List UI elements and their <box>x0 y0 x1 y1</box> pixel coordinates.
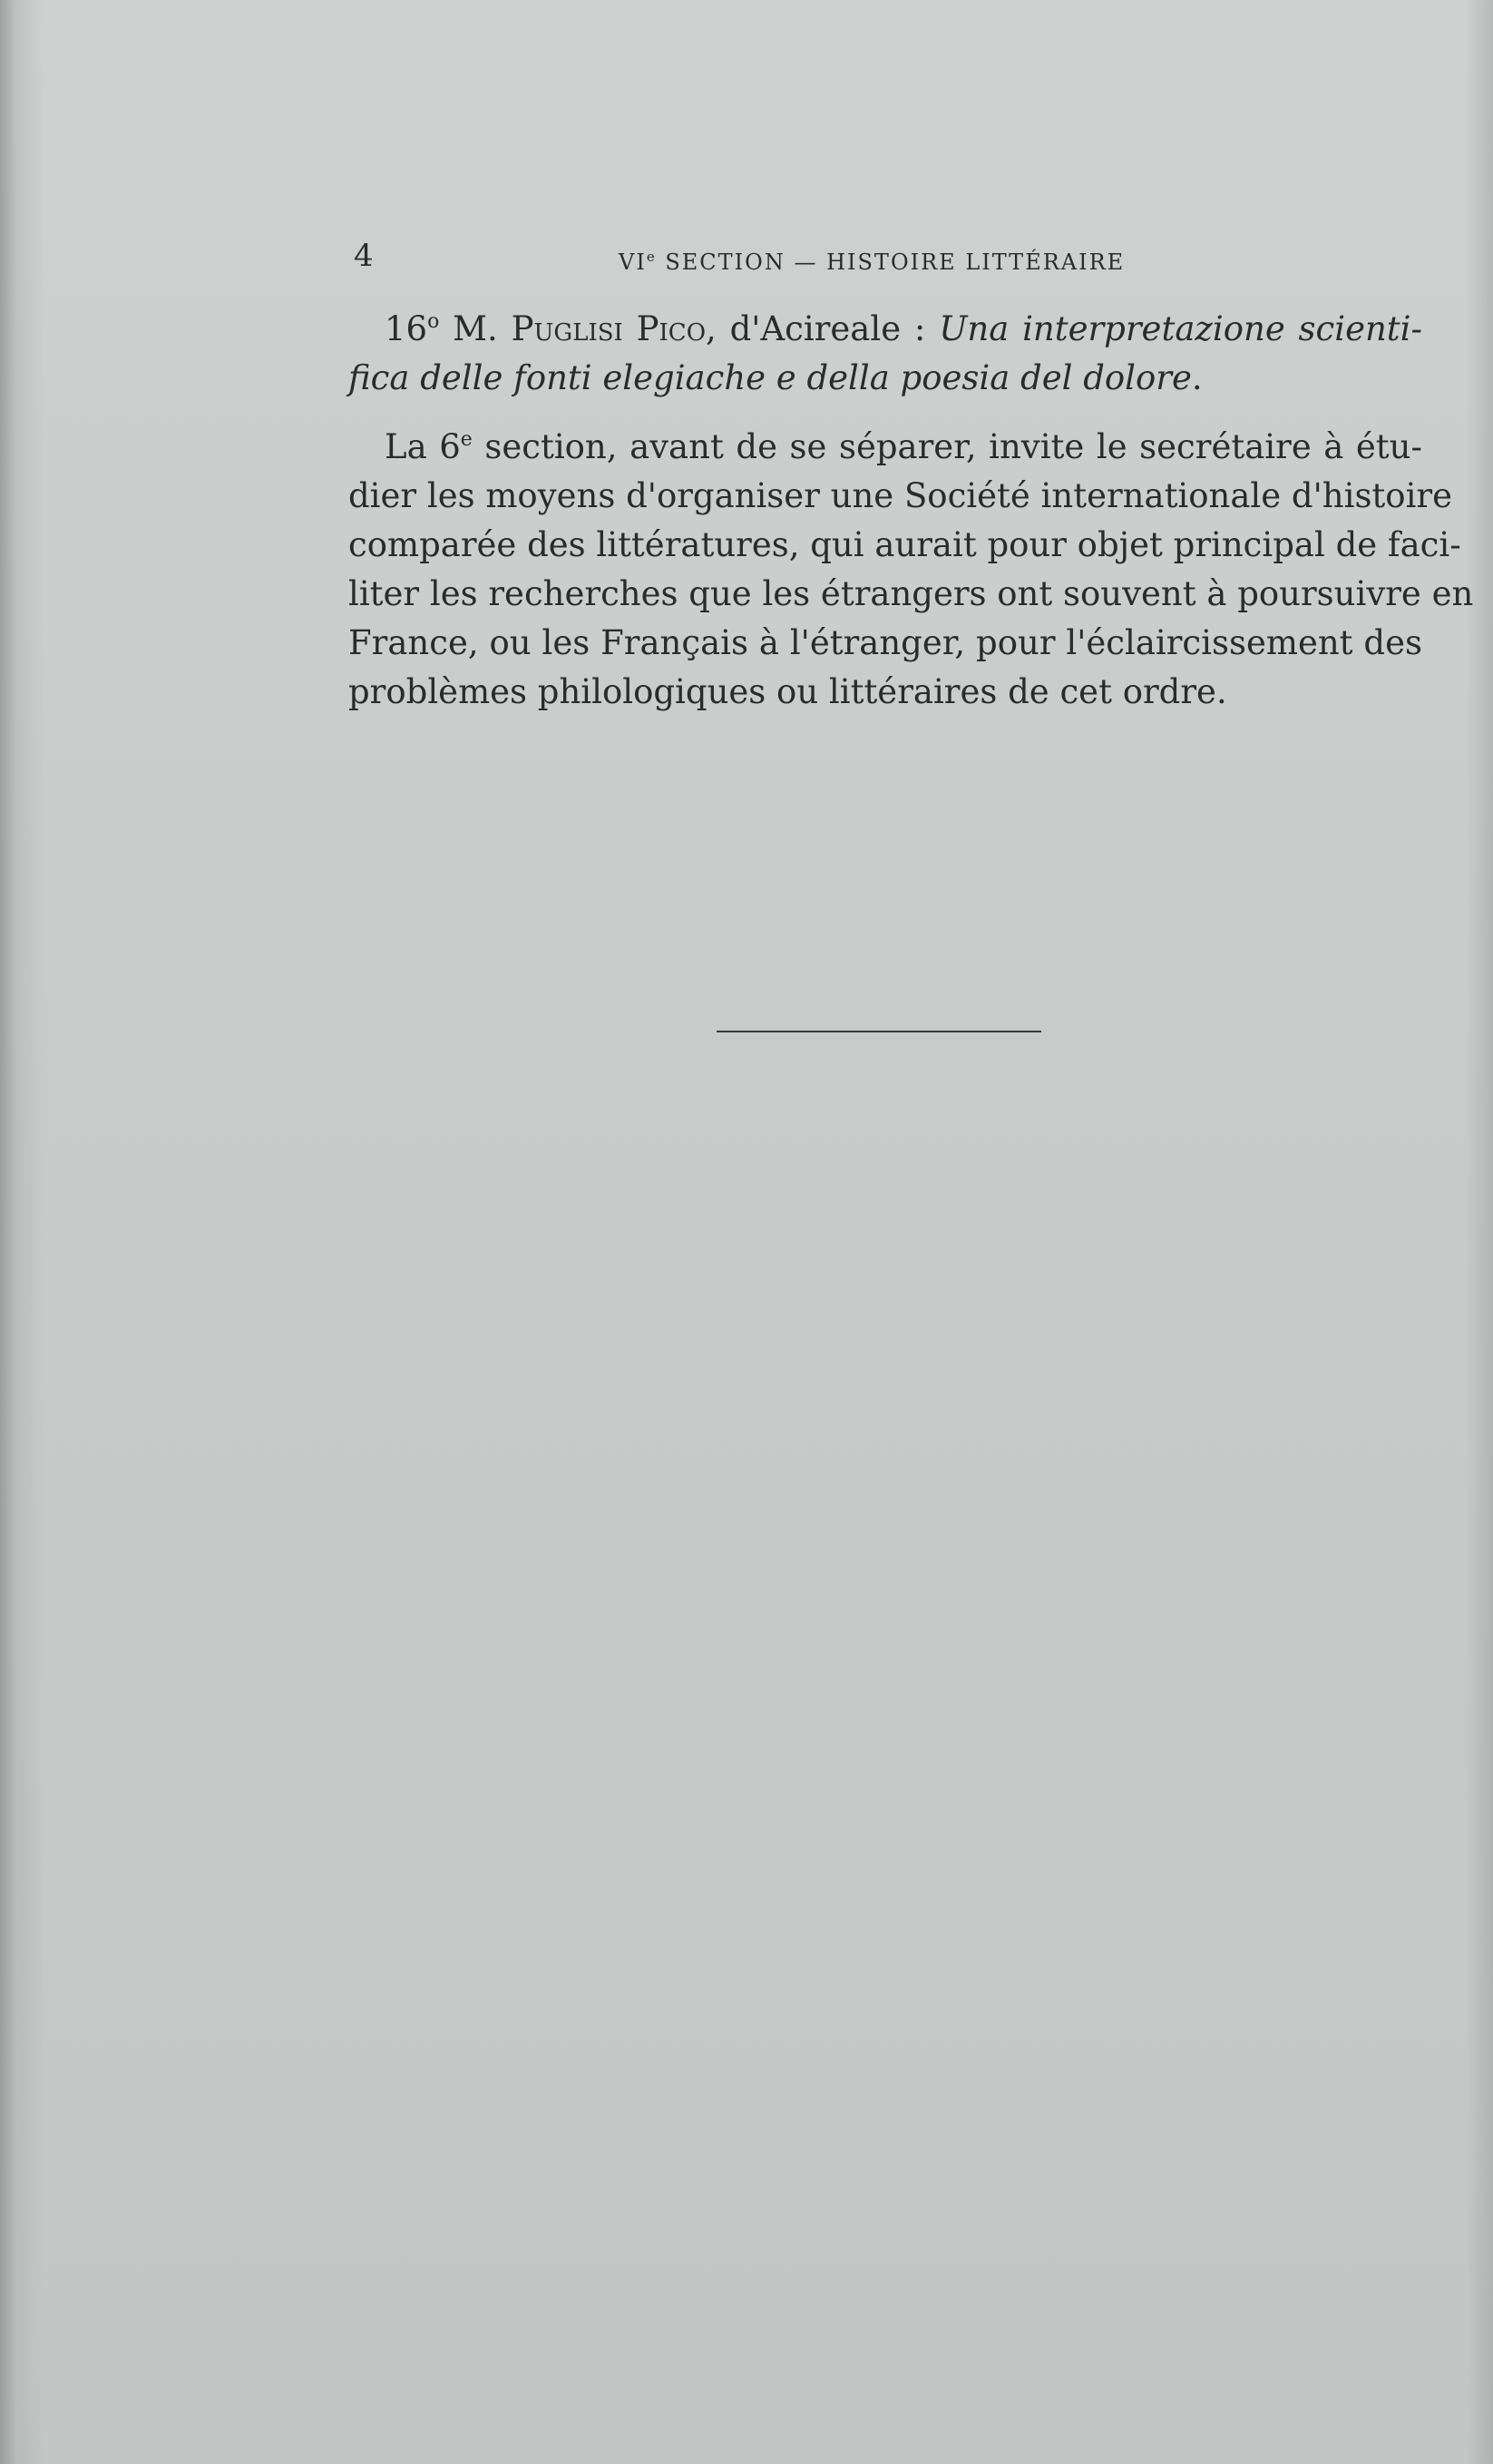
entry-number: 16 <box>385 309 428 348</box>
para-line-1 <box>348 423 1422 472</box>
entry-work-line-2: fica delle fonti elegiache e della poesia del dolore <box>348 358 1192 397</box>
para-line-5: France, ou les Français à l'étranger, pour l'éclaircissement des <box>348 623 1422 662</box>
para-line-3: comparée des littératures, qui aurait pour objet principal de faci- <box>348 525 1461 564</box>
para-lead: La 6 <box>385 427 461 466</box>
entry-place: , d'Acireale : <box>706 309 940 348</box>
para-line-2: dier les moyens d'organiser une Société internationale d'histoire <box>348 476 1452 515</box>
para-line-6: problèmes philologiques ou littéraires de cet ordre. <box>348 672 1227 711</box>
para-line-4: liter les recherches que les étrangers ont souvent à poursuivre en <box>348 574 1474 613</box>
section-end-rule <box>717 1031 1041 1032</box>
entry-end: . <box>1191 358 1203 397</box>
section-paragraph <box>348 423 1474 717</box>
para-line-1-rest: section, avant de se séparer, invite le secrétaire à étu- <box>472 427 1423 466</box>
entry-work-line-1: Una interpretazione scienti- <box>939 309 1422 348</box>
entry-16 <box>348 305 1422 403</box>
section-sup: e <box>646 249 657 265</box>
section-label: VI <box>619 249 647 275</box>
entry-number-sup: o <box>427 310 440 333</box>
running-head <box>354 238 1424 274</box>
page-number: 4 <box>354 238 374 274</box>
section-rest: SECTION — HISTOIRE LITTÉRAIRE <box>656 249 1126 275</box>
section-title <box>619 243 1125 276</box>
entry-author: Puglisi Pico <box>511 309 707 348</box>
para-lead-sup: e <box>460 428 473 451</box>
entry-line-2 <box>348 354 1422 403</box>
entry-line-1 <box>348 305 1422 354</box>
entry-title: M. <box>439 309 512 348</box>
